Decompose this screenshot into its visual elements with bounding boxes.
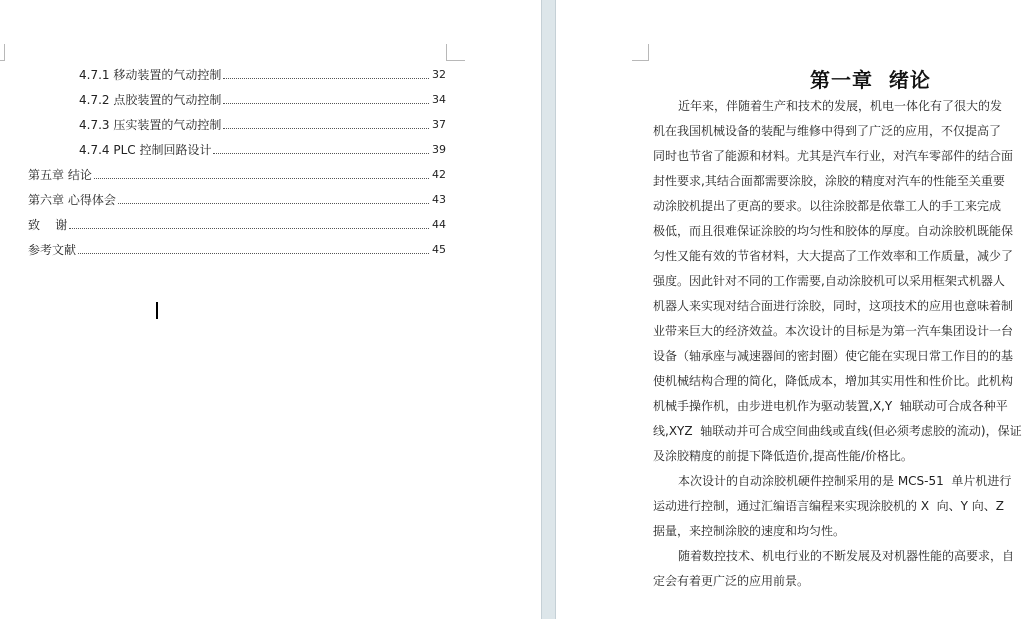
toc-entry[interactable] bbox=[28, 239, 446, 257]
toc-leader-dots bbox=[69, 227, 429, 229]
body-line: 极低，而且很难保证涂胶的均匀性和胶体的厚度。自动涂胶机既能保 bbox=[653, 224, 1014, 238]
crop-mark-top-left bbox=[0, 44, 5, 61]
body-line: 封性要求,其结合面都需要涂胶，涂胶的精度对汽车的性能至关重要 bbox=[653, 174, 1005, 188]
toc-leader-dots bbox=[78, 252, 429, 254]
toc-entry-title: 4.7.2 点胶装置的气动控制 bbox=[79, 93, 222, 107]
body-line: 据量，来控制涂胶的速度和均匀性。 bbox=[653, 524, 846, 538]
chapter-title: 第一章 绪论 bbox=[810, 68, 931, 92]
toc-entry-title: 4.7.3 压实装置的气动控制 bbox=[79, 118, 222, 132]
toc-entry-page: 45 bbox=[432, 243, 446, 256]
body-line: 动涂胶机提出了更高的要求。以往涂胶都是依靠工人的手工来完成 bbox=[653, 199, 1002, 213]
body-line: 机械手操作机，由步进电机作为驱动装置,X,Y 轴联动可合成各种平 bbox=[653, 399, 1008, 413]
toc-leader-dots bbox=[223, 102, 429, 104]
toc-entry[interactable] bbox=[79, 89, 446, 107]
text-cursor bbox=[156, 302, 158, 319]
body-line: 机在我国机械设备的装配与维修中得到了广泛的应用，不仅提高了 bbox=[653, 124, 1002, 138]
body-line: 强度。因此针对不同的工作需要,自动涂胶机可以采用框架式机器人 bbox=[653, 274, 1005, 288]
toc-entry[interactable] bbox=[28, 189, 446, 207]
toc-entry-page: 43 bbox=[432, 193, 446, 206]
toc-entry-title: 4.7.4 PLC 控制回路设计 bbox=[79, 143, 212, 157]
body-line: 本次设计的自动涂胶机硬件控制采用的是 MCS-51 单片机进行 bbox=[678, 474, 1012, 488]
toc-entry-page: 42 bbox=[432, 168, 446, 181]
body-line: 匀性又能有效的节省材料，大大提高了工作效率和工作质量，减少了 bbox=[653, 249, 1014, 263]
body-line: 机器人来实现对结合面进行涂胶，同时，这项技术的应用也意味着制 bbox=[653, 299, 1014, 313]
toc-leader-dots bbox=[223, 77, 429, 79]
page-gutter bbox=[541, 0, 556, 619]
body-line: 同时也节省了能源和材料。尤其是汽车行业，对汽车零部件的结合面 bbox=[653, 149, 1014, 163]
toc-entry[interactable] bbox=[79, 139, 446, 157]
body-line: 线,XYZ 轴联动并可合成空间曲线或直线(但必须考虑胶的流动)，保证 bbox=[653, 424, 1022, 438]
toc-entry-title: 参考文献 bbox=[28, 243, 77, 257]
crop-mark-top-left bbox=[632, 44, 649, 61]
toc-leader-dots bbox=[223, 127, 429, 129]
toc-leader-dots bbox=[213, 152, 429, 154]
body-line: 运动进行控制，通过汇编语言编程来实现涂胶机的 X 向、Y 向、Z bbox=[653, 499, 1005, 513]
crop-mark-top-right bbox=[446, 44, 465, 61]
toc-entry-page: 39 bbox=[432, 143, 446, 156]
body-line: 随着数控技术、机电行业的不断发展及对机器性能的高要求，自 bbox=[678, 549, 1015, 563]
toc-entry-page: 34 bbox=[432, 93, 446, 106]
toc-entry[interactable] bbox=[28, 214, 446, 232]
body-line: 近年来，伴随着生产和技术的发展，机电一体化有了很大的发 bbox=[678, 99, 1003, 113]
toc-entry-page: 44 bbox=[432, 218, 446, 231]
toc-leader-dots bbox=[118, 202, 429, 204]
toc-entry[interactable] bbox=[79, 64, 446, 82]
toc-entry-title: 4.7.1 移动装置的气动控制 bbox=[79, 68, 222, 82]
toc-entry-title: 第五章 结论 bbox=[28, 168, 92, 182]
toc-entry[interactable] bbox=[79, 114, 446, 132]
body-line: 使机械结构合理的简化，降低成本，增加其实用性和性价比。此机构 bbox=[653, 374, 1014, 388]
toc-entry-page: 37 bbox=[432, 118, 446, 131]
toc-leader-dots bbox=[94, 177, 429, 179]
body-line: 及涂胶精度的前提下降低造价,提高性能/价格比。 bbox=[653, 449, 913, 463]
toc-entry[interactable] bbox=[28, 164, 446, 182]
toc-entry-title: 致 谢 bbox=[28, 218, 68, 232]
body-line: 业带来巨大的经济效益。本次设计的目标是为第一汽车集团设计一台 bbox=[653, 324, 1014, 338]
body-line: 定会有着更广泛的应用前景。 bbox=[653, 574, 810, 588]
right-page bbox=[556, 0, 1024, 619]
body-line: 设备（轴承座与减速器间的密封圈）使它能在实现日常工作目的的基 bbox=[653, 349, 1014, 363]
toc-entry-page: 32 bbox=[432, 68, 446, 81]
toc-entry-title: 第六章 心得体会 bbox=[28, 193, 116, 207]
